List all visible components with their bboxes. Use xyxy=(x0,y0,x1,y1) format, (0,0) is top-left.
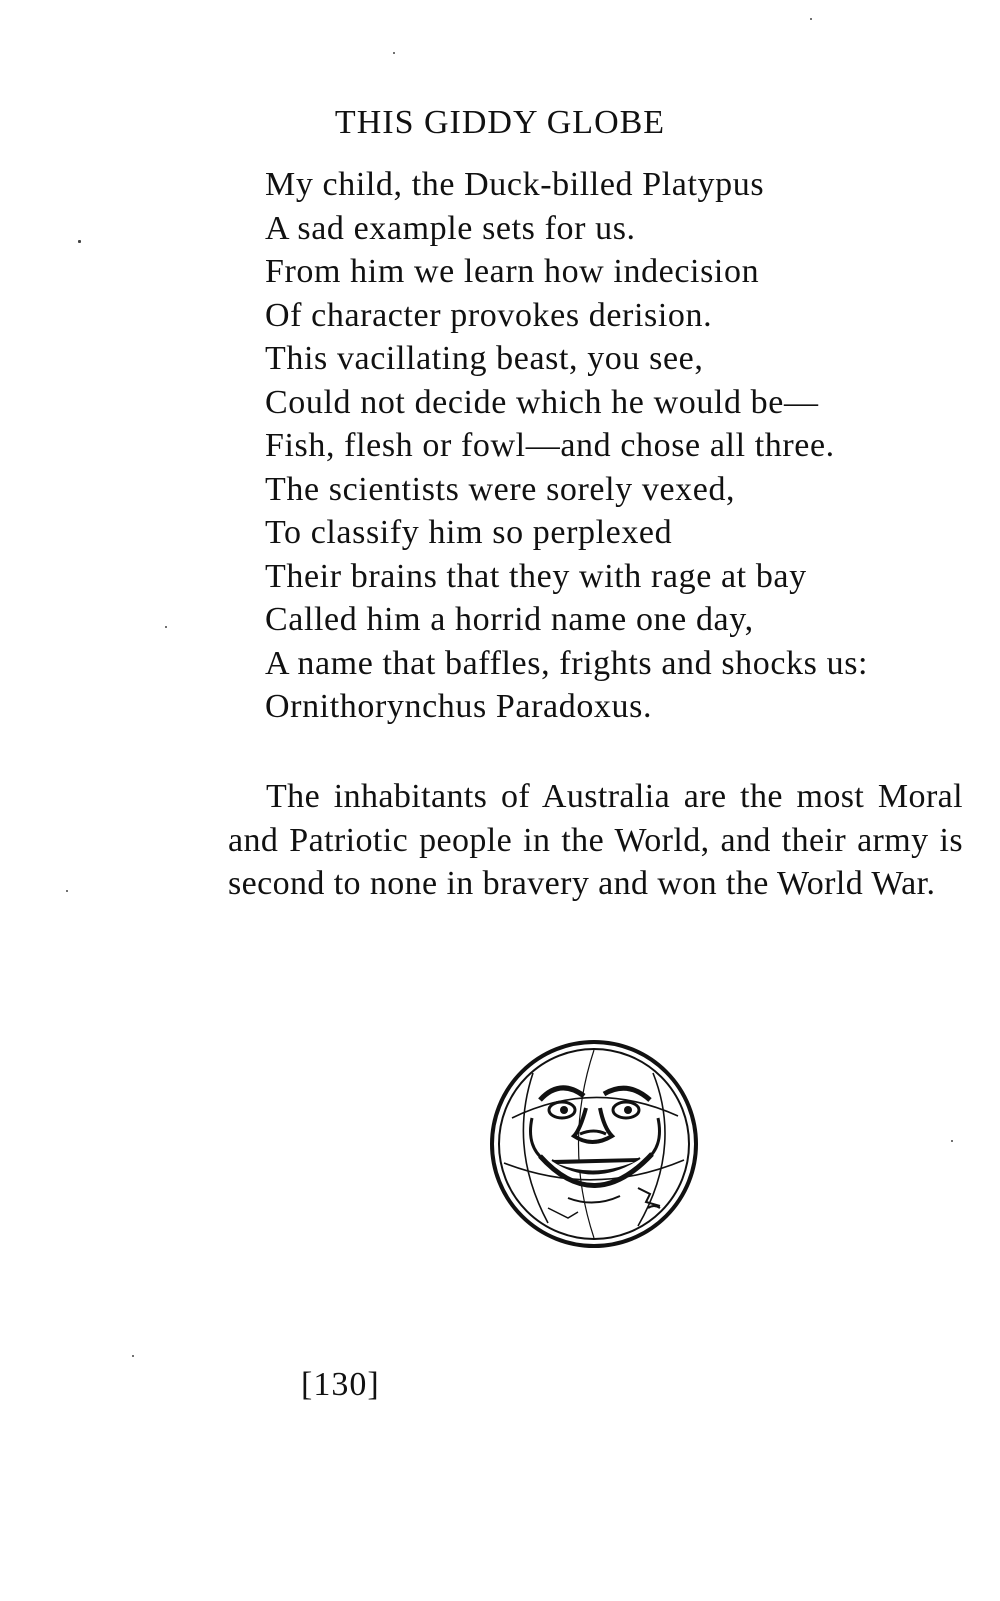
prose-paragraph: The inhabitants of Australia are the most Moral and Patriotic people in the World, and their army is second to none in bravery and won the World War. xyxy=(228,778,963,902)
poem-line: From him we learn how indecision xyxy=(265,253,760,290)
poem-line: Their brains that they with rage at bay xyxy=(265,557,807,595)
smiling-globe-icon xyxy=(488,1038,700,1250)
poem-line: Ornithorynchus Paradoxus. xyxy=(265,688,653,725)
poem-line: The scientists were sorely vexed, xyxy=(265,470,736,508)
scan-speck xyxy=(66,890,68,892)
poem-line: Called him a horrid name one day, xyxy=(265,601,754,638)
poem-line: Fish, flesh or fowl—and chose all three. xyxy=(265,427,835,464)
scan-speck xyxy=(78,240,81,243)
poem-line: Of character provokes derision. xyxy=(265,296,713,334)
page-title: THIS GIDDY GLOBE xyxy=(334,104,666,141)
poem-line: To classify him so perplexed xyxy=(265,514,673,551)
poem xyxy=(265,163,868,729)
scan-speck xyxy=(132,1355,134,1357)
scan-speck xyxy=(810,18,812,20)
scan-speck xyxy=(951,1140,953,1142)
poem-line: Could not decide which he would be— xyxy=(265,383,819,421)
poem-line: A sad example sets for us. xyxy=(265,209,636,247)
scan-speck xyxy=(165,626,167,628)
poem-line: This vacillating beast, you see, xyxy=(265,340,704,377)
scan-speck xyxy=(393,52,395,54)
poem-line: My child, the Duck-billed Platypus xyxy=(265,166,765,203)
page-number: [130] xyxy=(301,1366,380,1403)
poem-line: A name that baffles, frights and shocks us: xyxy=(265,644,869,682)
